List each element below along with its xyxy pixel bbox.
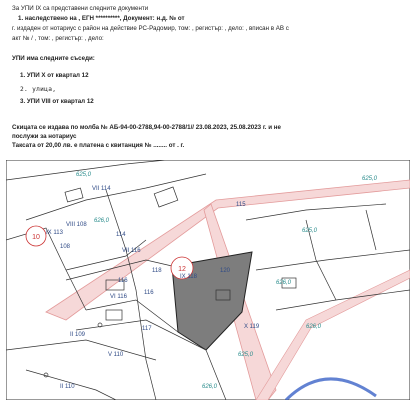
elevation-label: 625,0 xyxy=(362,176,378,182)
upi-section-title: УПИ има следните съседи: xyxy=(12,55,95,62)
header-line-3: г. издаден от нотариус с район на действие РС-Радомир, том: , регистър: , дело: , вписан в АВ с xyxy=(12,25,289,32)
block-label-10: 10 xyxy=(32,234,40,241)
block-label-12: 12 xyxy=(178,266,186,273)
upi-item-num: 1. xyxy=(20,72,26,79)
issuance-line-1: Скицата се издава по молба № АБ-94-00-2788,94-00-2788/1// 23.08.2023, 25.08.2023 г. и не xyxy=(12,124,281,131)
header-line-2: 1. наследствено на , ЕГН **********, Документ: н.д. № от xyxy=(18,15,185,22)
lot-label: VI 116 xyxy=(110,294,127,300)
lot-label: 116 xyxy=(144,290,154,296)
lot-label: 116 xyxy=(118,278,128,284)
upi-item-text: улица, xyxy=(32,86,57,93)
lot-label: II 110 xyxy=(60,384,75,390)
lot-label: 108 xyxy=(60,244,71,250)
elevation-label: 625,0 xyxy=(76,172,92,178)
elevation-label: 626,0 xyxy=(276,280,292,286)
elevation-label: 626,0 xyxy=(94,218,110,224)
upi-item-num: 3. xyxy=(20,98,26,105)
lot-label: 118 xyxy=(152,268,162,274)
lot-label: X 119 xyxy=(244,324,260,330)
elevation-label: 626,0 xyxy=(306,324,322,330)
lot-label: VII 114 xyxy=(92,186,111,192)
elevation-label: 626,0 xyxy=(202,384,218,390)
upi-item-3 xyxy=(20,98,94,105)
upi-item-text: УПИ X от квартал 12 xyxy=(26,72,89,79)
issuance-line-2: послужи за нотариус xyxy=(12,133,77,140)
cadastral-map xyxy=(6,160,410,400)
header-line-4: акт № / , том: , регистър: , дело: xyxy=(12,35,104,42)
lot-label: IX 118 xyxy=(180,274,197,280)
header-line-1: За УПИ IX са представени следните документи xyxy=(12,5,149,12)
lot-label: VIII 108 xyxy=(66,222,87,228)
upi-item-text: УПИ VIII от квартал 12 xyxy=(26,98,94,105)
upi-item-2 xyxy=(20,86,56,93)
lot-label: 114 xyxy=(116,232,126,238)
lot-label: II 109 xyxy=(70,332,86,338)
upi-item-num: 2. xyxy=(20,86,29,93)
lot-label: VII 116 xyxy=(122,248,141,254)
elevation-label: 625,0 xyxy=(238,352,254,358)
upi-item-1 xyxy=(20,72,89,79)
lot-label: IX 113 xyxy=(46,230,63,236)
lot-label: V 110 xyxy=(108,352,124,358)
lot-label: 117 xyxy=(142,326,152,332)
issuance-line-3: Таксата от 20,00 лв. е платена с квитанция № ........ от . г. xyxy=(12,142,185,149)
elevation-label: 625,0 xyxy=(302,228,318,234)
lot-label: 120 xyxy=(220,268,231,274)
lot-label: 115 xyxy=(236,202,246,208)
